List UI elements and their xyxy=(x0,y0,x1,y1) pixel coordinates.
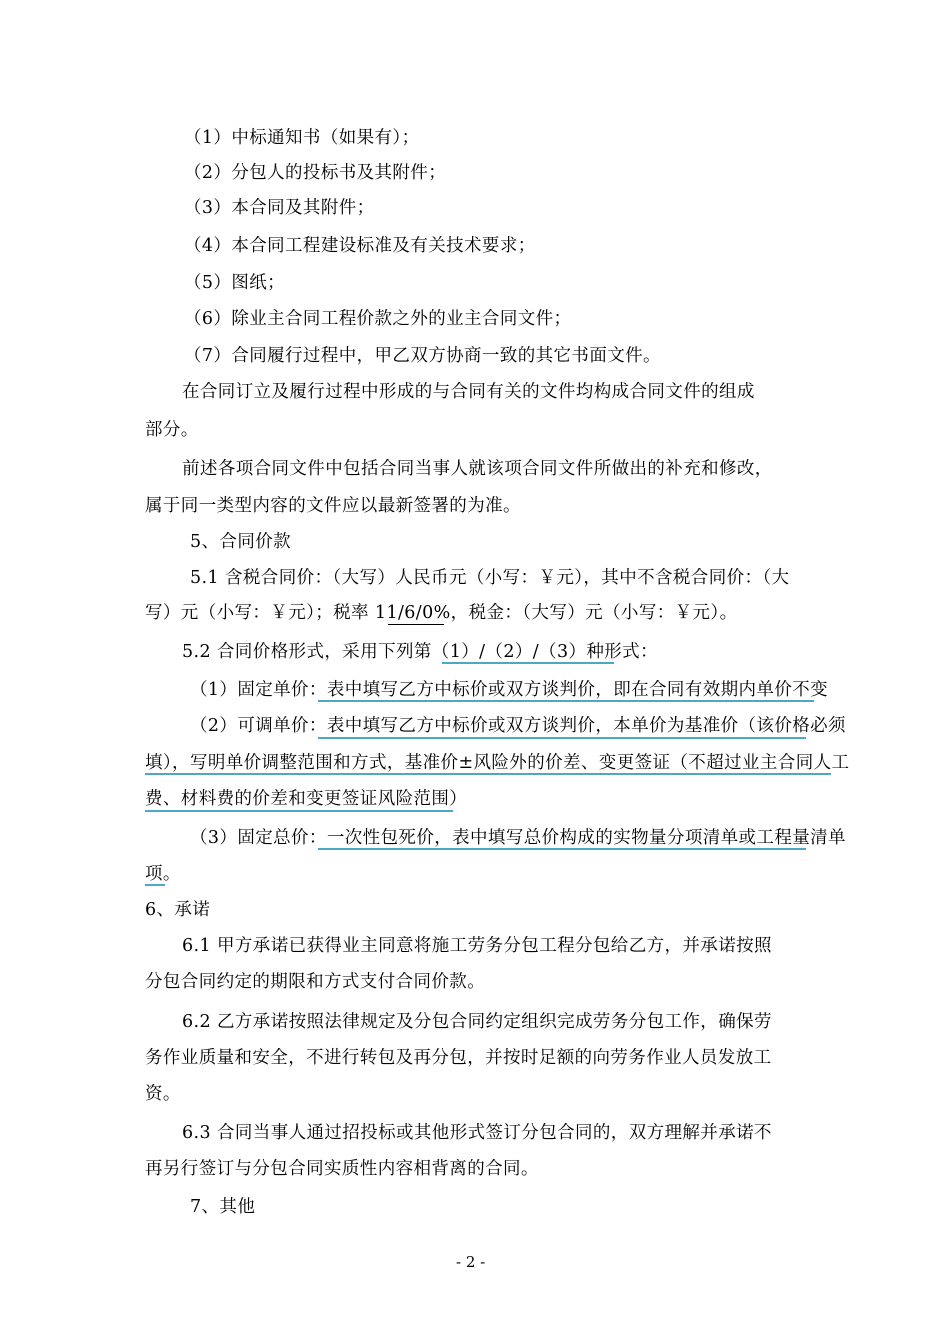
list-item: （1）中标通知书（如果有）； xyxy=(184,128,420,148)
list-item: （7）合同履行过程中，甲乙双方协商一致的其它书面文件。 xyxy=(184,346,661,366)
page-number: - 2 - xyxy=(456,1253,486,1271)
list-item: （3）本合同及其附件； xyxy=(184,198,375,218)
paragraph-line: 分包合同约定的期限和方式支付合同价款。 xyxy=(145,972,486,992)
paragraph-line: 6.2 乙方承诺按照法律规定及分包合同约定组织完成劳务分包工作，确保劳 xyxy=(182,1012,772,1032)
price-form-fixed-total: （3）固定总价：一次性包死价，表中填写总价构成的实物量分项清单或工程量清单 xyxy=(190,828,846,848)
price-form-fixed-unit: （1）固定单价：表中填写乙方中标价或双方谈判价，即在合同有效期内单价不变 xyxy=(190,680,829,700)
form-choice-underline xyxy=(442,662,614,664)
paragraph-line: 5.2 合同价格形式，采用下列第（1）/（2）/（3）种形式： xyxy=(182,642,658,662)
paragraph-line: 项。 xyxy=(145,864,181,884)
paragraph-line: 费、材料费的价差和变更签证风险范围） xyxy=(145,789,468,809)
paragraph-line: 在合同订立及履行过程中形成的与合同有关的文件均构成合同文件的组成 xyxy=(182,382,755,402)
list-item: （2）分包人的投标书及其附件； xyxy=(184,163,447,183)
adjustable-unit-underline xyxy=(145,810,453,812)
section-heading: 6、承诺 xyxy=(145,900,211,920)
list-item: （6）除业主合同工程价款之外的业主合同文件； xyxy=(184,309,572,329)
paragraph-line: 填），写明单价调整范围和方式，基准价±风险外的价差、变更签证（不超过业主合同人工 xyxy=(145,753,850,773)
paragraph-line: 再另行签订与分包合同实质性内容相背离的合同。 xyxy=(145,1159,539,1179)
paragraph-line: 6.1 甲方承诺已获得业主同意将施工劳务分包工程分包给乙方，并承诺按照 xyxy=(182,936,772,956)
section-heading: 7、其他 xyxy=(190,1197,256,1217)
fixed-total-underline xyxy=(145,884,165,886)
section-heading: 5、合同价款 xyxy=(190,532,292,552)
tax-rate-underline xyxy=(388,624,444,625)
fixed-unit-underline xyxy=(318,700,814,702)
paragraph-line: 前述各项合同文件中包括合同当事人就该项合同文件所做出的补充和修改， xyxy=(182,459,773,479)
paragraph-line: 务作业质量和安全，不进行转包及再分包，并按时足额的向劳务作业人员发放工 xyxy=(145,1048,772,1068)
list-item: （4）本合同工程建设标准及有关技术要求； xyxy=(184,236,536,256)
list-item: （5）图纸； xyxy=(184,273,286,293)
paragraph-line: 5.1 含税合同价：（大写）人民币元（小写：￥元），其中不含税合同价：（大 xyxy=(190,568,790,588)
paragraph-line: 写）元（小写：￥元）；税率 11/6/0%，税金：（大写）元（小写：￥元）。 xyxy=(145,603,738,623)
paragraph-line: 6.3 合同当事人通过招投标或其他形式签订分包合同的，双方理解并承诺不 xyxy=(182,1123,772,1143)
fixed-total-underline xyxy=(318,848,806,850)
paragraph-line: 属于同一类型内容的文件应以最新签署的为准。 xyxy=(145,496,521,516)
paragraph-line: 资。 xyxy=(145,1084,181,1104)
adjustable-unit-underline xyxy=(145,773,831,775)
adjustable-unit-underline xyxy=(318,737,806,739)
paragraph-line: 部分。 xyxy=(145,420,199,440)
price-form-adjustable-unit: （2）可调单价：表中填写乙方中标价或双方谈判价，本单价为基准价（该价格必须 xyxy=(190,716,846,736)
